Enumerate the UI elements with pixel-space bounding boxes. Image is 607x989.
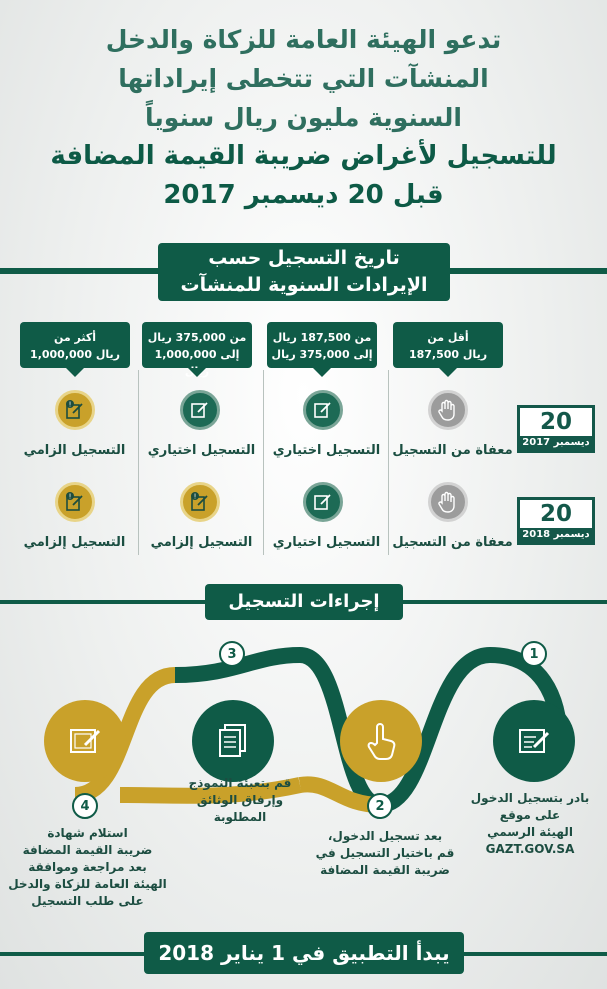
- step1-text-line-4: GAZT.GOV.SA: [485, 842, 575, 856]
- column-header-4-line-1: أكثر من: [53, 331, 97, 344]
- section1-banner: [158, 243, 450, 301]
- row2-label-1: معفاة من التسجيل: [392, 535, 513, 550]
- headline-line-2: المنشآت التي تتخطى إيراداتها: [118, 64, 489, 93]
- step4-text-line-5: على طلب التسجيل: [31, 894, 144, 908]
- step2-text-line-1: بعد تسجيل الدخول،: [327, 829, 443, 843]
- headline-line-3: السنوية مليون ريال سنوياً: [145, 103, 462, 132]
- column-divider: [138, 370, 139, 555]
- svg-text:!: !: [193, 492, 197, 501]
- step4-number: 4: [72, 793, 98, 819]
- step3-icon: [192, 700, 274, 782]
- row1-label-3: التسجيل اختياري: [147, 443, 256, 458]
- step2-text: [315, 828, 455, 879]
- section1-line-1: تاريخ التسجيل حسب: [208, 247, 400, 269]
- step4-icon: [44, 700, 126, 782]
- calendar-day: 20: [539, 409, 572, 435]
- step1-text-line-2: على موقع: [499, 808, 561, 822]
- form-edit-icon: [303, 390, 343, 430]
- column-header-2-line-1: من 187,500 ريال: [272, 331, 372, 344]
- column-divider: [263, 370, 264, 555]
- step1-icon: [493, 700, 575, 782]
- headline: [20, 20, 587, 215]
- step3-number: 3: [219, 641, 245, 667]
- step3-text-line-3: المطلوبة: [213, 810, 267, 824]
- step1-text-line-1: بادر بتسجيل الدخول: [470, 791, 590, 805]
- headline-line-1: تدعو الهيئة العامة للزكاة والدخل: [105, 25, 502, 54]
- step1-text: [460, 790, 600, 858]
- step4-text: [5, 825, 170, 910]
- mandatory-form-icon: [180, 482, 220, 522]
- hand-stop-icon: [428, 390, 468, 430]
- column-divider: [388, 370, 389, 555]
- row2-label-4: التسجيل إلزامي: [23, 535, 126, 550]
- svg-text:!: !: [68, 492, 72, 501]
- headline-line-4: للتسجيل لأغراض ضريبة القيمة المضافة: [50, 141, 557, 171]
- step3-text: [180, 775, 300, 826]
- headline-line-5: قبل 20 ديسمبر 2017: [163, 180, 444, 210]
- column-header-2-line-2: إلى 375,000 ريال: [271, 348, 373, 361]
- row2-label-3: التسجيل إلزامي: [150, 535, 253, 550]
- mandatory-form-icon: [55, 482, 95, 522]
- step1-number: 1: [521, 641, 547, 667]
- row1-label-1: معفاة من التسجيل: [392, 443, 513, 458]
- form-edit-icon: [180, 390, 220, 430]
- mandatory-form-icon: [55, 390, 95, 430]
- form-edit-icon: [303, 482, 343, 522]
- calendar-day: 20: [539, 501, 572, 527]
- step1-text-line-3: الهيئة الرسمي: [487, 825, 573, 839]
- section2-banner: إجراءات التسجيل: [205, 584, 403, 620]
- step3-text-line-1: قم بتعبئة النموذج: [188, 776, 292, 790]
- svg-text:!: !: [68, 400, 72, 409]
- footer-banner: يبدأ التطبيق في 1 يناير 2018: [144, 932, 464, 974]
- column-header-1: [393, 322, 503, 368]
- hand-stop-icon: [428, 482, 468, 522]
- column-header-3-line-2: إلى 1,000,000 ريال: [154, 348, 240, 378]
- step4-text-line-4: الهيئة العامة للزكاة والدخل: [8, 877, 167, 891]
- column-header-1-line-2: 187,500 ريال: [408, 348, 488, 361]
- column-header-4: [20, 322, 130, 368]
- column-header-1-line-1: أقل من: [427, 331, 469, 344]
- section1-line-2: الإيرادات السنوية للمنشآت: [180, 274, 428, 296]
- step2-text-line-3: ضريبة القيمة المضافة: [320, 863, 450, 877]
- step4-text-line-2: ضريبة القيمة المضافة: [22, 843, 153, 857]
- column-header-2: [267, 322, 377, 368]
- step4-text-line-1: استلام شهادة: [47, 826, 128, 840]
- calendar-2017: [517, 405, 595, 453]
- calendar-month: ديسمبر 2018: [520, 528, 592, 542]
- column-header-3-line-1: من 375,000 ريال: [147, 331, 247, 344]
- step2-number: 2: [367, 793, 393, 819]
- step3-text-line-2: وإرفاق الوثائق: [196, 793, 284, 807]
- column-header-4-line-2: 1,000,000 ريال: [30, 348, 120, 361]
- row1-label-4: التسجيل الزامي: [23, 443, 126, 458]
- step2-text-line-2: قم باختيار التسجيل في: [315, 846, 455, 860]
- calendar-2018: [517, 497, 595, 545]
- step4-text-line-3: بعد مراجعة وموافقة: [28, 860, 147, 874]
- row2-label-2: التسجيل اختياري: [272, 535, 381, 550]
- column-header-3: [142, 322, 252, 378]
- calendar-month: ديسمبر 2017: [520, 436, 592, 450]
- row1-label-2: التسجيل اختياري: [272, 443, 381, 458]
- step2-icon: [340, 700, 422, 782]
